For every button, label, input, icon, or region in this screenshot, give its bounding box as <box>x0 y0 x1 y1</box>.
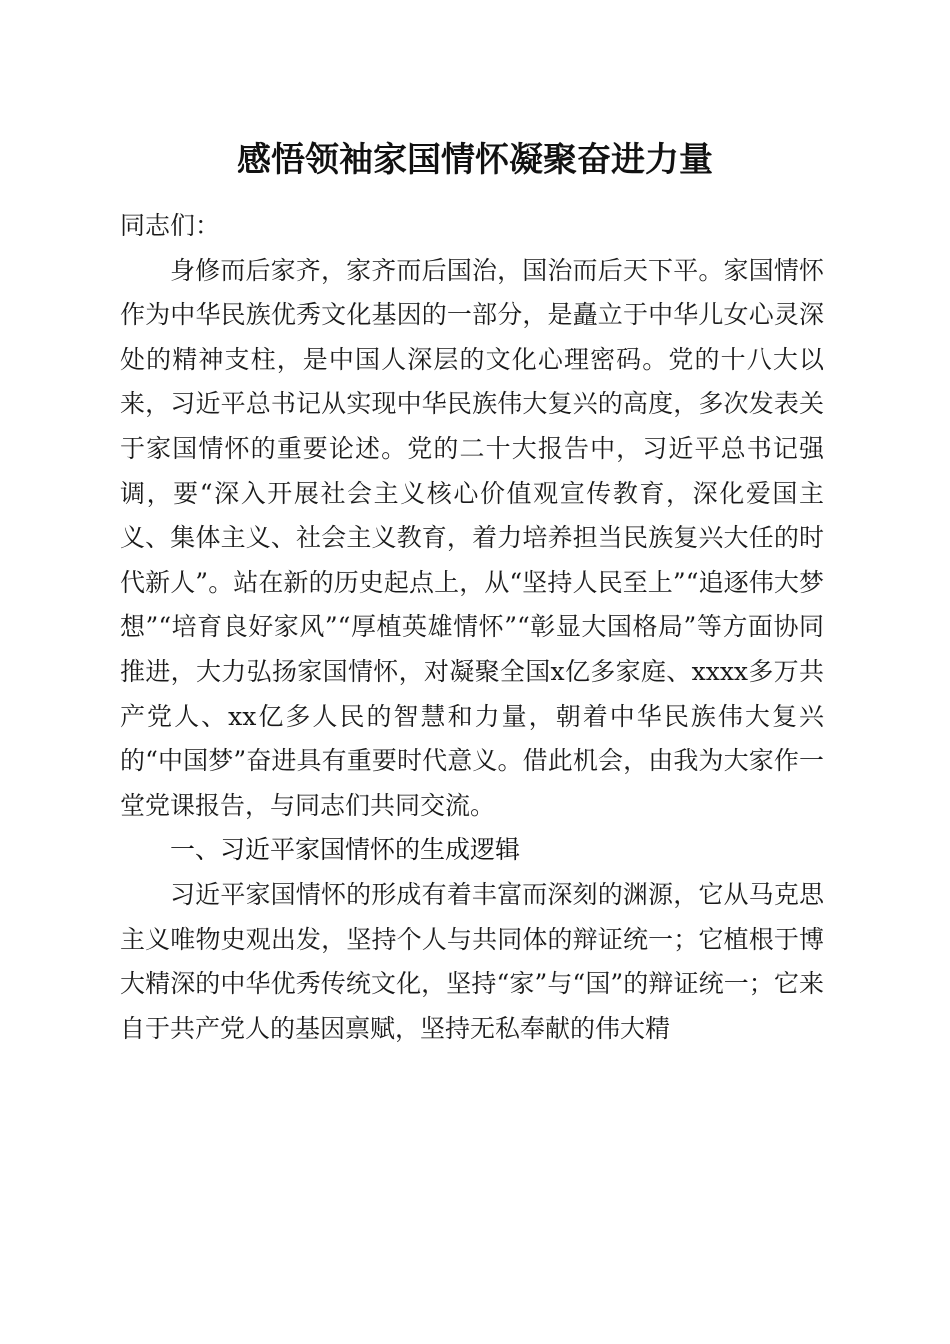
section-paragraph: 习近平家国情怀的形成有着丰富而深刻的渊源，它从马克思主义唯物史观出发，坚持个人与共同体的辩证统一；它植根于博大精深的中华优秀传统文化，坚持“家”与“国”的辩证统一；它来自于共产党人的基因禀赋，坚持无私奉献的伟大精 <box>120 879 824 1043</box>
intro-paragraph: 身修而后家齐，家齐而后国治，国治而后天下平。家国情怀作为中华民族优秀文化基因的一部分，是矗立于中华儿女心灵深处的精神支柱，是中国人深层的文化心理密码。党的十八大以来，习近平总书记从实现中华民族伟大复兴的高度，多次发表关于家国情怀的重要论述。党的二十大报告中，习近平总书记强调，要“深入开展社会主义核心价值观宣传教育，深化爱国主义、集体主义、社会主义教育，着力培养担当民族复兴大任的时代新人”。站在新的历史起点上，从“坚持人民至上”“追逐伟大梦想”“培育良好家风”“厚植英雄情怀”“彰显大国格局”等方面协同推进，大力弘扬家国情怀，对凝聚全国x亿多家庭、xxxx多万共产党人、xx亿多人民的智慧和力量，朝着中华民族伟大复兴的“中国梦”奋进具有重要时代意义。借此机会，由我为大家作一堂党课报告，与同志们共同交流。 <box>120 255 824 820</box>
document-title: 感悟领袖家国情怀凝聚奋进力量 <box>237 140 713 180</box>
section-heading: 一、习近平家国情怀的生成逻辑 <box>170 835 521 865</box>
salutation: 同志们： <box>120 211 221 240</box>
document-body <box>120 204 824 1051</box>
